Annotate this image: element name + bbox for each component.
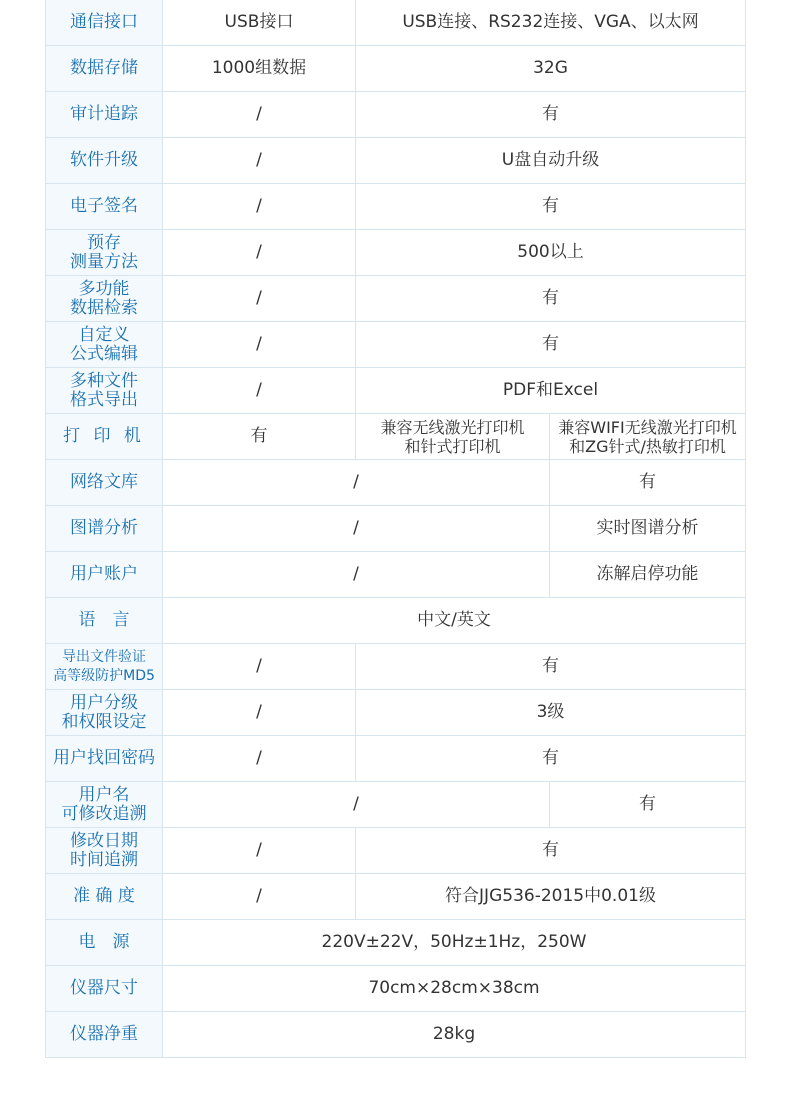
cell-value: 32G [356,46,746,92]
row-label-software-upgrade: 软件升级 [46,138,163,184]
label-line: 用户名 [78,784,130,805]
row-label-comm-interface: 通信接口 [46,0,163,46]
table-row [46,368,746,414]
cell-value: 220V±22V，50Hz±1Hz，250W [163,920,746,966]
cell-value: / [163,506,550,552]
table-row [46,230,746,276]
table-row [46,920,746,966]
cell-value: 有 [356,322,746,368]
row-label-printer: 打 印 机 [46,414,163,460]
table-row [46,552,746,598]
cell-value: / [163,322,356,368]
label-line: 高等级防护MD5 [53,667,155,684]
table-row [46,138,746,184]
cell-value: USB连接、RS232连接、VGA、以太网 [356,0,746,46]
label-line: 多种文件 [70,370,138,391]
table-row [46,966,746,1012]
table-row [46,0,746,46]
label-line: 和权限设定 [61,711,147,732]
cell-line: 兼容WIFI无线激光打印机 [558,417,737,437]
cell-value: / [163,368,356,414]
row-label-dimensions: 仪器尺寸 [46,966,163,1012]
cell-value: PDF和Excel [356,368,746,414]
cell-value: / [163,230,356,276]
label-line: 预存 [87,232,121,253]
cell-value: / [163,552,550,598]
cell-value: / [163,138,356,184]
row-label-export-formats [46,368,163,414]
cell-line: 兼容无线激光打印机 [380,417,525,437]
cell-value: / [163,644,356,690]
row-label-user-levels [46,690,163,736]
table-row [46,1012,746,1058]
row-label-export-verification [46,644,163,690]
cell-value [356,414,550,460]
cell-value: 70cm×28cm×38cm [163,966,746,1012]
table-row [46,184,746,230]
table-row [46,782,746,828]
row-label-password-recovery: 用户找回密码 [46,736,163,782]
cell-value: 符合JJG536-2015中0.01级 [356,874,746,920]
table-row [46,644,746,690]
cell-value: / [163,690,356,736]
table-row [46,276,746,322]
label-line: 数据检索 [70,297,138,318]
cell-value: 有 [356,644,746,690]
cell-value: / [163,276,356,322]
label-line: 自定义 [78,324,130,345]
cell-line: 和针式打印机 [404,436,501,456]
cell-value: U盘自动升级 [356,138,746,184]
table-row [46,874,746,920]
row-label-custom-formula [46,322,163,368]
cell-value: 中文/英文 [163,598,746,644]
cell-value: 有 [356,828,746,874]
cell-value: 有 [550,782,746,828]
cell-line: 和ZG针式/热敏打印机 [569,436,726,456]
cell-value: / [163,460,550,506]
row-label-net-weight: 仪器净重 [46,1012,163,1058]
row-label-language: 语 言 [46,598,163,644]
cell-value: 有 [356,92,746,138]
label-line: 用户分级 [70,692,138,713]
cell-value: / [163,782,550,828]
table-row [46,46,746,92]
table-row [46,690,746,736]
table-row [46,460,746,506]
cell-value: 28kg [163,1012,746,1058]
cell-value [550,414,746,460]
label-line: 多功能 [78,278,130,299]
cell-value: 实时图谱分析 [550,506,746,552]
label-line: 可修改追溯 [61,803,147,824]
row-label-accuracy: 准 确 度 [46,874,163,920]
table-row [46,506,746,552]
row-label-data-storage: 数据存储 [46,46,163,92]
row-label-e-signature: 电子签名 [46,184,163,230]
label-line: 修改日期 [70,830,138,851]
cell-value: USB接口 [163,0,356,46]
cell-value: 有 [550,460,746,506]
label-line: 时间追溯 [70,849,138,870]
label-line: 测量方法 [70,251,138,272]
row-label-data-search [46,276,163,322]
cell-value: / [163,874,356,920]
label-line: 格式导出 [70,389,138,410]
cell-value: / [163,92,356,138]
row-label-spectrum-analysis: 图谱分析 [46,506,163,552]
table-row [46,598,746,644]
row-label-audit-trail: 审计追踪 [46,92,163,138]
cell-value: 1000组数据 [163,46,356,92]
table-row [46,92,746,138]
table-row [46,736,746,782]
cell-value: 有 [163,414,356,460]
cell-value: 冻解启停功能 [550,552,746,598]
cell-value: / [163,736,356,782]
label-line: 公式编辑 [70,343,138,364]
cell-value: / [163,184,356,230]
row-label-network-library: 网络文库 [46,460,163,506]
cell-value: 3级 [356,690,746,736]
spec-table [45,0,746,1058]
table-row [46,322,746,368]
row-label-username-trace [46,782,163,828]
row-label-preset-methods [46,230,163,276]
cell-value: / [163,828,356,874]
label-line: 导出文件验证 [62,648,146,665]
cell-value: 有 [356,736,746,782]
row-label-user-account: 用户账户 [46,552,163,598]
cell-value: 有 [356,184,746,230]
row-label-power: 电 源 [46,920,163,966]
table-row [46,414,746,460]
cell-value: 有 [356,276,746,322]
cell-value: 500以上 [356,230,746,276]
table-row [46,828,746,874]
row-label-datetime-trace [46,828,163,874]
